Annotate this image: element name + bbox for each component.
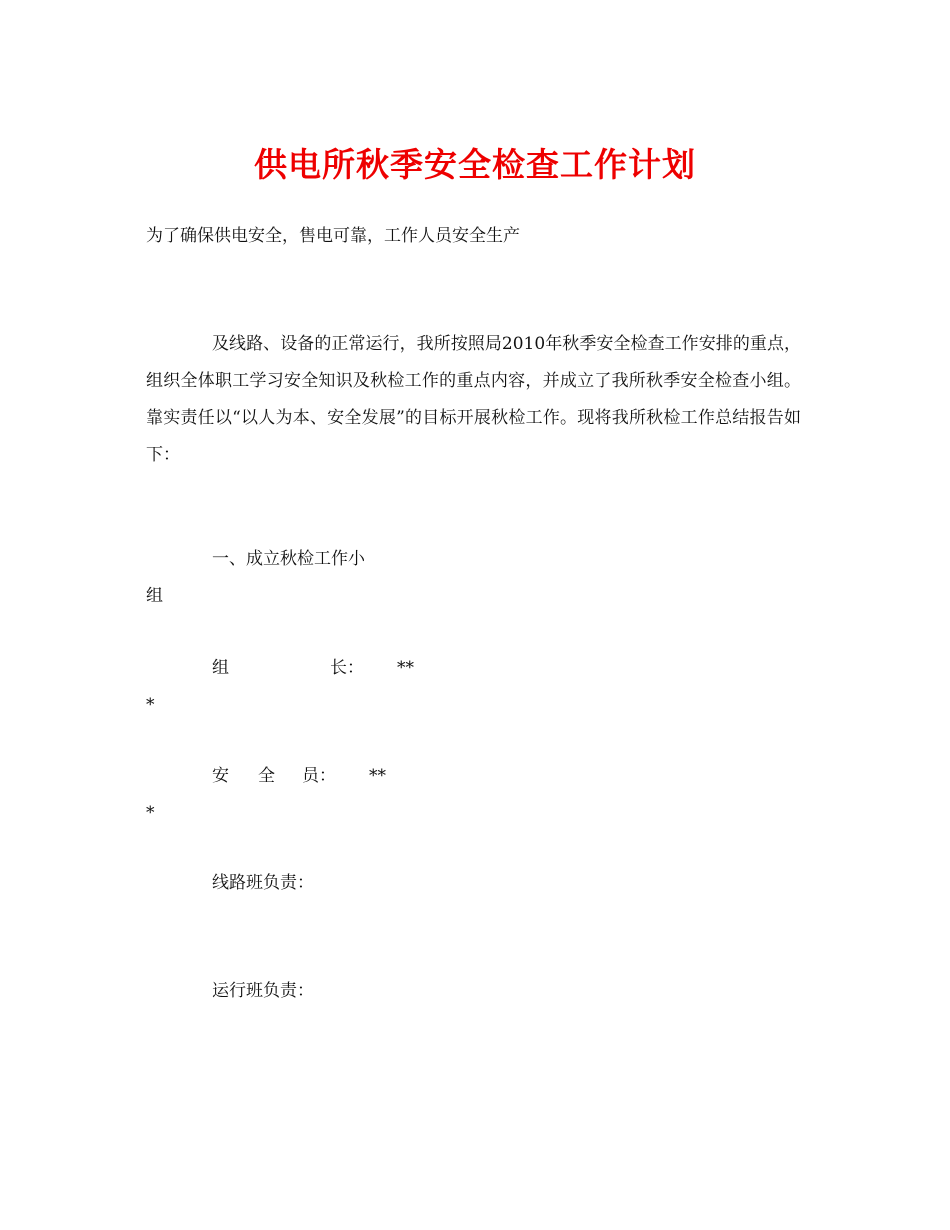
section-heading: 一、成立秋检工作小	[212, 549, 365, 569]
body-paragraph: 及线路、设备的正常运行，我所按照局2010年秋季安全检查工作安排的重点，组织全体职工学习安全知识及秋检工作的重点内容，并成立了我所秋季安全检查小组。靠实责任以“以人为本、安全发展”的目标开展秋检工作。现将我所秋检工作总结报告如下：	[146, 334, 801, 465]
safety-label-third-char: 员：	[302, 766, 336, 786]
operation-team-label: 运行班负责：	[212, 981, 314, 1001]
section-heading-continuation: 组	[146, 586, 163, 606]
leader-value-continuation: *	[146, 695, 155, 715]
leader-label-first-char: 组	[212, 658, 229, 678]
safety-label-first-char: 安	[212, 766, 229, 786]
safety-value: **	[369, 766, 386, 786]
safety-value-continuation: *	[146, 803, 155, 823]
leader-value: **	[397, 658, 414, 678]
leader-label-second-char: 长：	[330, 658, 364, 678]
line-team-label: 线路班负责：	[212, 873, 314, 893]
intro-line: 为了确保供电安全，售电可靠，工作人员安全生产	[146, 226, 520, 246]
document-title: 供电所秋季安全检查工作计划	[254, 145, 696, 184]
safety-label-second-char: 全	[258, 766, 275, 786]
